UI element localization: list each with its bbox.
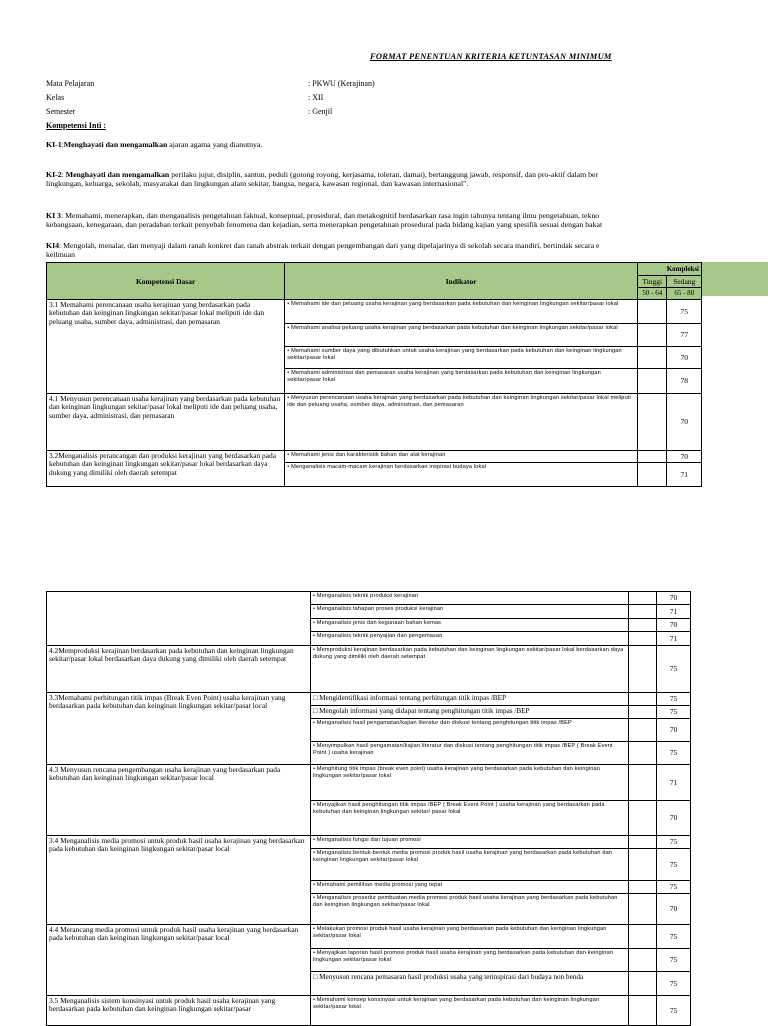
kd-cell <box>47 592 311 646</box>
header-kompetensi-dasar: Kompetensi Dasar <box>47 263 285 300</box>
header-indikator: Indikator <box>285 263 638 300</box>
meta-value-class: : XII <box>308 93 324 102</box>
tinggi-cell <box>629 619 657 632</box>
tinggi-cell <box>629 706 657 719</box>
value-cell: 71 <box>657 632 691 646</box>
header-tinggi: Tinggi <box>638 276 667 288</box>
meta-value-subject: : PKWU (Kerajinan) <box>308 79 375 88</box>
indikator-cell: • Menghitung titik impas (break even point) usaha kerajinan yang berdasarkan pada kebutuhan dan keinginan lingkungan sekitar/pasar lokal <box>311 765 629 801</box>
value-cell: 75 <box>657 836 691 849</box>
indikator-cell: • Menganalisis fungsi dan tujuan promosi <box>311 836 629 849</box>
ki-1-bold: Menghayati dan mengamalkan <box>63 140 168 149</box>
header-sedang: Sedang <box>667 276 702 288</box>
kd-cell: 4.3 Menyusun rencana pengembangan usaha kerajinan yang berdasarkan pada kebutuhan dan keinginan lingkungan sekitar/pasar local <box>47 765 311 836</box>
ki-4-text-line2: keilmuan <box>46 250 76 259</box>
tinggi-cell <box>629 719 657 742</box>
tinggi-cell <box>629 801 657 836</box>
value-cell: 75 <box>657 972 691 996</box>
value-cell: 70 <box>667 347 702 369</box>
tinggi-cell <box>638 324 667 347</box>
ki-3-code: KI 3 <box>46 211 61 220</box>
indikator-cell: • Menganalisis teknik produksi kerajinan <box>311 592 629 605</box>
ki-1-code: KI-1 <box>46 140 62 149</box>
ki-2-text-line1: perilaku jujur, disiplin, santun, peduli (gotong royong, kerjasama, toleran, damai), bertanggung jawab, responsif, dan pro-aktif dalam ber <box>169 170 599 179</box>
ki-1-text: ajaran agama yang dianutnya. <box>167 140 263 149</box>
ki-2-text-line2: lingkungan, keluarga, sekolah, masyarakat dan lingkungan alam sekitar, bangsa, negara, kawasan regional, dan kawasan internasional". <box>46 179 469 188</box>
value-cell: 78 <box>667 369 702 394</box>
tinggi-cell <box>629 646 657 693</box>
value-cell: 70 <box>667 394 702 451</box>
value-cell: 71 <box>657 765 691 801</box>
kkm-table-page1 <box>46 262 702 487</box>
indikator-cell: • Menyajikan hasil penghitungan titik impas /BEP ( Break Event Point ) usaha kerajinan yang berdasarkan pada kebutuhan dan keinginan lingkungan sekitar/ pasar lokal <box>311 801 629 836</box>
header-range-tinggi: 50 - 64 <box>638 288 667 300</box>
indikator-cell: • Melakukan promosi produk hasil usaha kerajinan yang berdasarkan pada kebutuhan dan keinginan lingkungan sekitar/pasar lokal <box>311 925 629 949</box>
value-cell: 75 <box>657 849 691 881</box>
indikator-cell: • Menganalisis tahapan proses produksi kerajinan <box>311 605 629 619</box>
meta-label-semester: Semester <box>46 107 76 116</box>
document-title: FORMAT PENENTUAN KRITERIA KETUNTASAN MINIMUM <box>370 51 612 61</box>
value-cell: 70 <box>657 592 691 605</box>
indikator-cell: • Menganalisis prosedur pembuatan media promosi produk hasil usaha kerajinan yang berdasarkan pada kebutuhan dan keinginan lingkungan sekitar/pasar lokal <box>311 894 629 925</box>
tinggi-cell <box>629 836 657 849</box>
indikator-cell: • Memahami pemilihan media promosi yang tepat <box>311 881 629 894</box>
indikator-cell: • Menganalisis jenis dan kegunaan bahan kemas <box>311 619 629 632</box>
tinggi-cell <box>629 849 657 881</box>
indikator-cell: • Memahami konsep konsinyasi untuk kerajinan yang berdasarkan pada kebutuhan dan keinginan lingkungan sekitar/pasar lokal <box>311 996 629 1026</box>
indikator-cell: • Menyusun perencanaan usaha kerajinan yang berdasarkan pada kebutuhan dan keinginan lingkungan sekitar/pasar lokal meliputi ide dan peluang usaha, sumber daya, administrasi, dan pemasaran <box>285 394 638 451</box>
meta-label-class: Kelas <box>46 93 65 102</box>
tinggi-cell <box>629 632 657 646</box>
ki-2-bold: Menghayati dan mengamalkan <box>65 170 170 179</box>
tinggi-cell <box>629 881 657 894</box>
indikator-cell: • Memahami analisa peluang usaha kerajinan yang berdasarkan pada kebutuhan dan keinginan lingkungan sekitar/pasar lokal <box>285 324 638 347</box>
tinggi-cell <box>629 949 657 972</box>
indikator-cell: • Memproduksi kerajinan berdasarkan pada kebutuhan dan keinginan lingkungan sekitar/pasar lokal berdasarkan daya dukung yang dimiliki oleh daerah setempat <box>311 646 629 693</box>
meta-label-subject: Mata Pelajaran <box>46 79 95 88</box>
indikator-cell: • Menganalisis teknik penyajian dan pengemasan <box>311 632 629 646</box>
tinggi-cell <box>629 996 657 1026</box>
ki-4-text-line1: : Mengolah, menalar, dan menyaji dalam ranah konkret dan ranah abstrak terkait dengan pengembangan dari yang dipelajarinya di sekolah secara mandiri, bertindak secara e <box>59 241 600 250</box>
kd-cell: 3.1 Memahami perencanaan usaha kerajinan yang berdasarkan pada kebutuhan dan keinginan lingkungan sekitar/pasar lokal meliputi ide dan peluang usaha, sumber daya, administrasi, dan pemasaran <box>47 300 285 394</box>
tinggi-cell <box>629 972 657 996</box>
tinggi-cell <box>629 894 657 925</box>
value-cell: 75 <box>657 925 691 949</box>
tinggi-cell <box>629 742 657 765</box>
tinggi-cell <box>638 451 667 463</box>
ki-3-text-line2: kebangsaan, kenegaraan, dan peradaban terkait penyebab fenomena dan kejadian, serta menerapkan pengetahuan prosedural pada bidang kajian yang spesifik sesuai dengan bakat <box>46 220 603 229</box>
header-fill-extension <box>700 262 768 296</box>
indikator-cell: □ Mengidentifikasi informasi tentang perhitungan titik impas /BEP <box>311 693 629 706</box>
value-cell: 70 <box>657 801 691 836</box>
kd-cell: 3.5 Menganalisis sistem konsinyasi untuk produk hasil usaha kerajinan yang berdasarkan pada kebutuhan dan keinginan lingkungan sekitar/pasar <box>47 996 311 1026</box>
indikator-cell: • Memahami ide dan peluang usaha kerajinan yang berdasarkan pada kebutuhan dan keinginan lingkungan sekitar/pasar lokal <box>285 300 638 324</box>
value-cell: 71 <box>657 605 691 619</box>
indikator-cell: • Memahami sumber daya yang dibutuhkan untuk usaha kerajinan yang berdasarkan pada kebutuhan dan keinginan lingkungan sekitar/pasar lokal <box>285 347 638 369</box>
value-cell: 71 <box>667 463 702 487</box>
kd-cell: 4.1 Menyusun perencanaan usaha kerajinan yang berdasarkan pada kebutuhan dan keinginan lingkungan sekitar/pasar lokal meliputi ide dan peluang usaha, sumber daya, administrasi, dan pemasaran <box>47 394 285 451</box>
tinggi-cell <box>638 369 667 394</box>
value-cell: 75 <box>657 693 691 706</box>
tinggi-cell <box>638 347 667 369</box>
value-cell: 75 <box>657 881 691 894</box>
tinggi-cell <box>629 765 657 801</box>
kd-cell: 4.2Memproduksi kerajinan berdasarkan pada kebutuhan dan keinginan lingkungan sekitar/pasar lokal berdasarkan daya dukung yang dimiliki oleh daerah setempat <box>47 646 311 693</box>
kd-cell: 3.4 Menganalisis media promosi untuk produk hasil usaha kerajinan yang berdasarkan pada kebutuhan dan keinginan lingkungan sekitar/pasar local <box>47 836 311 925</box>
indikator-cell: □ Menyusun rencana pemasaran hasil produksi usaha yang terinspirasi dari budaya non benda <box>311 972 629 996</box>
tinggi-cell <box>638 394 667 451</box>
kkm-table-page2 <box>46 591 691 1026</box>
indikator-cell: □ Mengolah informasi yang didapat tentang penghitungan titik impas /BEP <box>311 706 629 719</box>
ki-2: KI-2: Menghayati dan mengamalkan perilaku jujur, disiplin, santun, peduli (gotong royong, kerjasama, toleran, damai), bertanggung jawab, responsif, dan pro-aktif dalam ber lingkungan, keluarga, sekolah, masyarakat dan lingkungan alam sekitar, bangsa, negara, kawasan regional, dan kawasan internasional". <box>46 170 599 188</box>
tinggi-cell <box>629 925 657 949</box>
value-cell: 75 <box>657 646 691 693</box>
kd-cell: 3.2Menganalisis perancangan dan produksi kerajinan yang berdasarkan pada kebutuhan dan keinginan lingkungan sekitar/pasar lokal berdasarkan daya dukung yang dimiliki oleh daerah setempat <box>47 451 285 487</box>
value-cell: 70 <box>657 719 691 742</box>
indikator-cell: • Menyajikan laporan hasil promosi produk hasil usaha kerajinan yang berdasarkan pada kebutuhan dan keinginan lingkungan sekitar/pasar lokal <box>311 949 629 972</box>
indikator-cell: • Menganalisis bentuk-bentuk media promosi produk hasil usaha kerajinan yang berdasarkan pada kebutuhan dan keinginan lingkungan sekitar/pasar lokal <box>311 849 629 881</box>
tinggi-cell <box>638 463 667 487</box>
value-cell: 75 <box>657 949 691 972</box>
value-cell: 77 <box>667 324 702 347</box>
header-kompleksitas: Kompleksi <box>638 263 702 276</box>
indikator-cell: • Menganalisis hasil pengamatan/kajian literatur dan diskusi tentang penghitungan titik impas /BEP <box>311 719 629 742</box>
value-cell: 70 <box>667 451 702 463</box>
kompetensi-inti-heading: Kompetensi Inti : <box>46 121 106 130</box>
tinggi-cell <box>629 693 657 706</box>
tinggi-cell <box>638 300 667 324</box>
value-cell: 75 <box>657 996 691 1026</box>
value-cell: 75 <box>657 706 691 719</box>
tinggi-cell <box>629 605 657 619</box>
kd-cell: 4.4 Merancang media promosi untuk produk hasil usaha kerajinan yang berdasarkan pada kebutuhan dan keinginan lingkungan sekitar/pasar local <box>47 925 311 996</box>
ki-4 <box>46 241 768 259</box>
indikator-cell: • Memahami jenis dan karakteristik bahan dan alat kerajinan <box>285 451 638 463</box>
value-cell: 75 <box>657 742 691 765</box>
meta-value-semester: : Genjil <box>308 107 333 116</box>
tinggi-cell <box>629 592 657 605</box>
header-range-sedang: 65 - 80 <box>667 288 702 300</box>
indikator-cell: • Menyimpulkan hasil pengamatan/kajian literatur dan diskusi tentang penghitungan titik impas /BEP ( Break Event Point ) usaha kerajinan <box>311 742 629 765</box>
value-cell: 70 <box>657 619 691 632</box>
value-cell: 70 <box>657 894 691 925</box>
ki-1: KI-1:Menghayati dan mengamalkan ajaran agama yang dianutnya. <box>46 140 263 149</box>
ki-2-code: KI-2 <box>46 170 62 179</box>
value-cell: 75 <box>667 300 702 324</box>
kd-cell: 3.3Memahami perhitungan titik impas (Break Even Point) usaha kerajinan yang berdasarkan pada kebutuhan dan keinginan lingkungan sekitar/pasar local <box>47 693 311 765</box>
ki-3-text-line1: : Memahami, menerapkan, dan menganalisis pengetahuan faktual, konseptual, prosedural, dan metakognitif berdasarkan rasa ingin tahunya tentang ilmu pengetahuan, tekno <box>60 211 600 220</box>
ki-4-code: KI4 <box>46 241 59 250</box>
ki-3 <box>46 211 768 229</box>
indikator-cell: • Menganalisis macam-macam kerajinan berdasarkan inspirasi budaya lokal <box>285 463 638 487</box>
indikator-cell: • Memahami administrasi dan pemasaran usaha kerajinan yang berdasarkan pada kebutuhan dan keinginan lingkungan sekitar/pasar lokal <box>285 369 638 394</box>
